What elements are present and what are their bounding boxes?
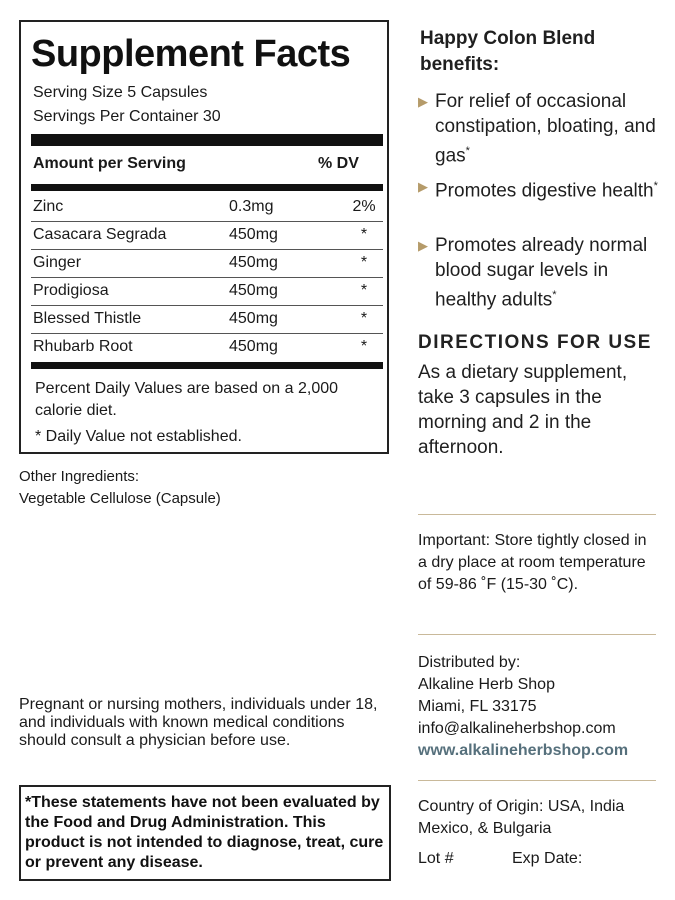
daily-value-header: % DV bbox=[318, 155, 359, 172]
ingredient-amount: 450mg bbox=[229, 310, 278, 327]
benefit-text: For relief of occasional constipation, bloating, and gas bbox=[435, 91, 656, 167]
asterisk-marker: * bbox=[653, 180, 658, 192]
ingredient-name: Zinc bbox=[33, 198, 64, 215]
fda-disclaimer-box bbox=[19, 785, 391, 881]
amount-per-serving-header: Amount per Serving bbox=[33, 155, 186, 172]
distributor-info bbox=[418, 652, 668, 740]
ingredient-name: Ginger bbox=[33, 254, 82, 271]
ingredient-dv: * bbox=[360, 282, 368, 299]
other-ingredients-label: Other Ingredients: bbox=[19, 468, 140, 485]
facts-row bbox=[31, 278, 383, 306]
daily-value-not-established-note: * Daily Value not established. bbox=[35, 428, 242, 445]
benefit-item bbox=[418, 233, 658, 312]
percent-daily-value-note: Percent Daily Values are based on a 2,000 calorie diet. bbox=[35, 380, 339, 419]
ingredient-dv: * bbox=[360, 254, 368, 271]
other-ingredients-value: Vegetable Cellulose (Capsule) bbox=[19, 490, 221, 507]
ingredient-dv: * bbox=[360, 226, 368, 243]
ingredient-amount: 450mg bbox=[229, 254, 278, 271]
ingredient-dv: * bbox=[360, 310, 368, 327]
expiration-date-label: Exp Date: bbox=[512, 850, 583, 867]
other-ingredients bbox=[19, 466, 221, 510]
directions-text: As a dietary supplement, take 3 capsules in the morning and 2 in the afternoon. bbox=[418, 362, 628, 458]
ingredient-name: Prodigiosa bbox=[33, 282, 109, 299]
facts-row bbox=[31, 250, 383, 278]
divider bbox=[418, 780, 656, 781]
ingredient-amount: 450mg bbox=[229, 338, 278, 355]
ingredient-name: Rhubarb Root bbox=[33, 338, 133, 355]
distributor-name: Alkaline Herb Shop bbox=[418, 676, 555, 693]
ingredient-amount: 450mg bbox=[229, 226, 278, 243]
ingredient-amount: 0.3mg bbox=[229, 198, 274, 215]
facts-row bbox=[31, 334, 383, 362]
facts-row bbox=[31, 194, 383, 222]
ingredient-name: Casacara Segrada bbox=[33, 226, 167, 243]
distributed-by-label: Distributed by: bbox=[418, 654, 521, 671]
ingredient-name: Blessed Thistle bbox=[33, 310, 142, 327]
triangle-bullet-icon: ▶ bbox=[418, 94, 428, 109]
ingredient-dv: 2% bbox=[352, 198, 376, 215]
distributor-city: Miami, FL 33175 bbox=[418, 698, 537, 715]
benefit-text: Promotes already normal blood sugar levels in healthy adults bbox=[435, 235, 648, 311]
medium-divider bbox=[31, 184, 383, 191]
serving-size: Serving Size 5 Capsules bbox=[33, 84, 208, 101]
servings-per-container: Servings Per Container 30 bbox=[33, 108, 221, 125]
medium-divider bbox=[31, 362, 383, 369]
benefit-item bbox=[418, 174, 658, 203]
thick-divider bbox=[31, 134, 383, 146]
benefits-title: Happy Colon Blend benefits: bbox=[420, 28, 596, 75]
triangle-bullet-icon: ▶ bbox=[418, 179, 428, 194]
pregnancy-warning: Pregnant or nursing mothers, individuals under 18, and individuals with known medical conditions should consult a physician before use. bbox=[19, 696, 378, 749]
country-of-origin: Country of Origin: USA, India Mexico, & Bulgaria bbox=[418, 798, 625, 837]
website-link: www.alkalineherbshop.com bbox=[418, 742, 629, 759]
storage-instructions: Important: Store tightly closed in a dry place at room temperature of 59-86 ˚F (15-30 ˚C). bbox=[418, 532, 647, 593]
benefit-text: Promotes digestive health bbox=[435, 180, 654, 202]
lot-number-label: Lot # bbox=[418, 850, 454, 867]
supplement-facts-panel bbox=[19, 20, 389, 454]
ingredient-dv: * bbox=[360, 338, 368, 355]
fda-disclaimer-text: *These statements have not been evaluated by the Food and Drug Administration. This product is not intended to diagnose, treat, cure or prevent any disease. bbox=[25, 794, 384, 871]
asterisk-marker: * bbox=[465, 145, 470, 157]
distributor-email: info@alkalineherbshop.com bbox=[418, 720, 616, 737]
divider bbox=[418, 634, 656, 635]
divider bbox=[418, 514, 656, 515]
facts-title: Supplement Facts bbox=[31, 33, 351, 75]
benefit-item bbox=[418, 89, 658, 168]
asterisk-marker: * bbox=[552, 289, 557, 301]
facts-row bbox=[31, 306, 383, 334]
directions-title: DIRECTIONS FOR USE bbox=[418, 332, 652, 353]
triangle-bullet-icon: ▶ bbox=[418, 238, 428, 253]
facts-row bbox=[31, 222, 383, 250]
ingredient-amount: 450mg bbox=[229, 282, 278, 299]
